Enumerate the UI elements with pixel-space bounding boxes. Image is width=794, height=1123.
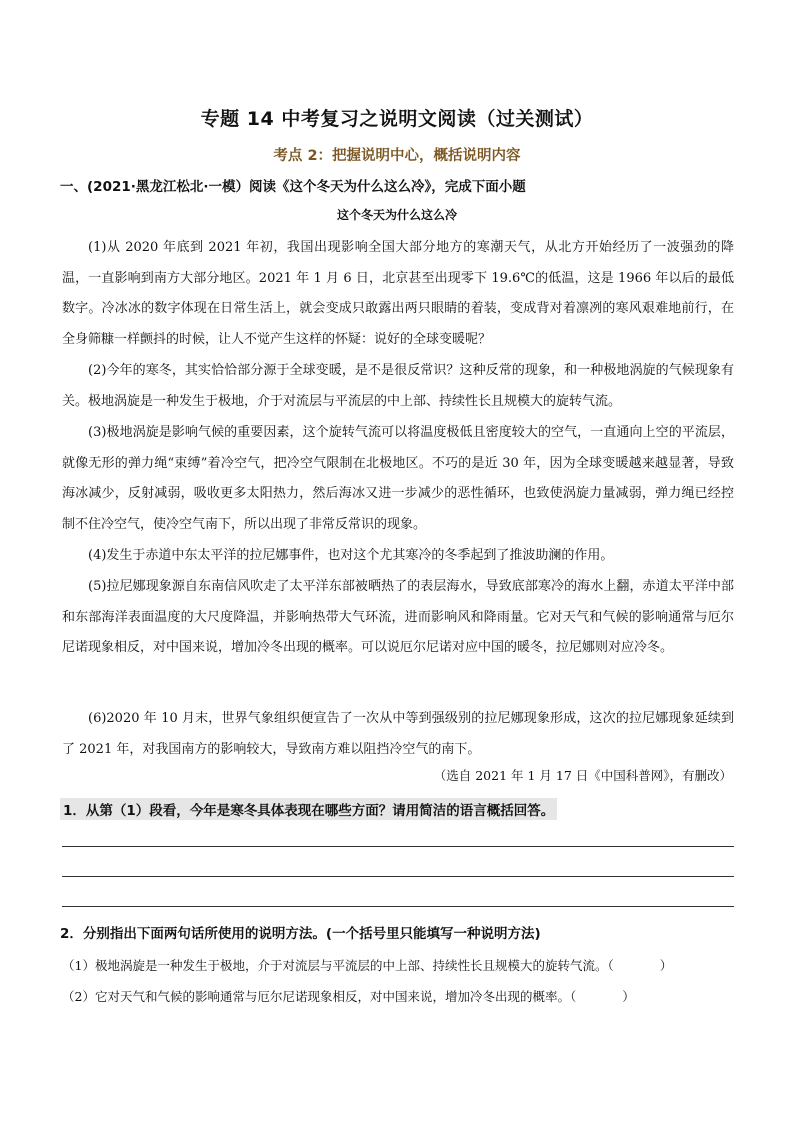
page-title: 专题 14 中考复习之说明文阅读（过关测试） [200,108,594,130]
question-2-item-2 [62,987,635,1005]
answer-line[interactable] [62,846,734,847]
close-paren: ） [659,958,673,973]
answer-line[interactable] [62,906,734,907]
article-title: 这个冬天为什么这么冷 [336,208,457,222]
paragraph-3: (3)极地涡旋是影响气候的重要因素，这个旋转气流可以将温度极低且密度较大的空气，一直通向上空的平流层，就像无形的弹力绳“束缚”着冷空气，把冷空气限制在北极地区。不巧的是近 30 年，因为全球变暖越来越显著，导致海冰减少，反射减弱，吸收更多太阳热力，然后海冰又进一步减少的恶性循环，也致使涡旋力量减弱，弹力绳已经控制不住冷空气，使冷空气南下，所以出现了非常反常识的现象。 [62,425,734,532]
paragraph-5: (5)拉尼娜现象源自东南信风吹走了太平洋东部被晒热了的表层海水，导致底部寒冷的海水上翻，赤道太平洋中部和东部海洋表面温度的大尺度降温，并影响热带大气环流，进而影响风和降雨量。它对天气和气候的影响通常与厄尔尼诺现象相反，对中国来说，增加冷冬出现的概率。可以说厄尔尼诺对应中国的暖冬，拉尼娜则对应冷冬。 [62,579,734,655]
paragraph-1: (1)从 2020 年底到 2021 年初，我国出现影响全国大部分地方的寒潮天气，从北方开始经历了一波强劲的降温，一直影响到南方大部分地区。2021 年 1 月 6 日，北京甚至出现零下 19.6℃的低温，这是 1966 年以后的最低数字。冷冰冰的数字体现在日常生活上，就会变成只敢露出两只眼睛的着装，变成背对着凛冽的寒风艰难地前行，在全身筛糠一样颤抖的时候，让人不觉产生这样的怀疑：说好的全球变暖呢？ [62,240,734,347]
page-subtitle: 考点 2：把握说明中心，概括说明内容 [273,148,521,164]
paragraph-4: (4)发生于赤道中东太平洋的拉尼娜事件，也对这个尤其寒冷的冬季起到了推波助澜的作用。 [88,548,614,563]
question-2-item-1-text: （1）极地涡旋是一种发生于极地，介于对流层与平流层的中上部、持续性长且规模大的旋转气流。（ [62,958,614,973]
paragraph-6: (6)2020 年 10 月末，世界气象组织便宣告了一次从中等到强级别的拉尼娜现象形成，这次的拉尼娜现象延续到了 2021 年，对我国南方的影响较大，导致南方难以阻挡冷空气的南下。 [62,711,734,757]
section-heading: 一、(2021·黑龙江松北·一模）阅读《这个冬天为什么这么冷》，完成下面小题 [60,179,526,195]
question-2-item-1 [62,956,672,974]
close-paren: ） [622,989,635,1004]
question-2-item-2-text: （2）它对天气和气候的影响通常与厄尔尼诺现象相反，对中国来说，增加冷冬出现的概率。（ [62,989,577,1004]
answer-line[interactable] [62,876,734,877]
paragraph-2: (2)今年的寒冬，其实恰恰部分源于全球变暖，是不是很反常识？这种反常的现象，和一种极地涡旋的气候现象有关。极地涡旋是一种发生于极地，介于对流层与平流层的中上部、持续性长且规模大的旋转气流。 [62,363,734,409]
article-source: （选自 2021 年 1 月 17 日《中国科普网》，有删改） [433,768,732,783]
question-2: 2．分别指出下面两句话所使用的说明方法。(一个括号里只能填写一种说明方法) [60,926,541,942]
question-1: 1．从第（1）段看，今年是寒冬具体表现在哪些方面？请用简洁的语言概括回答。 [60,798,557,820]
